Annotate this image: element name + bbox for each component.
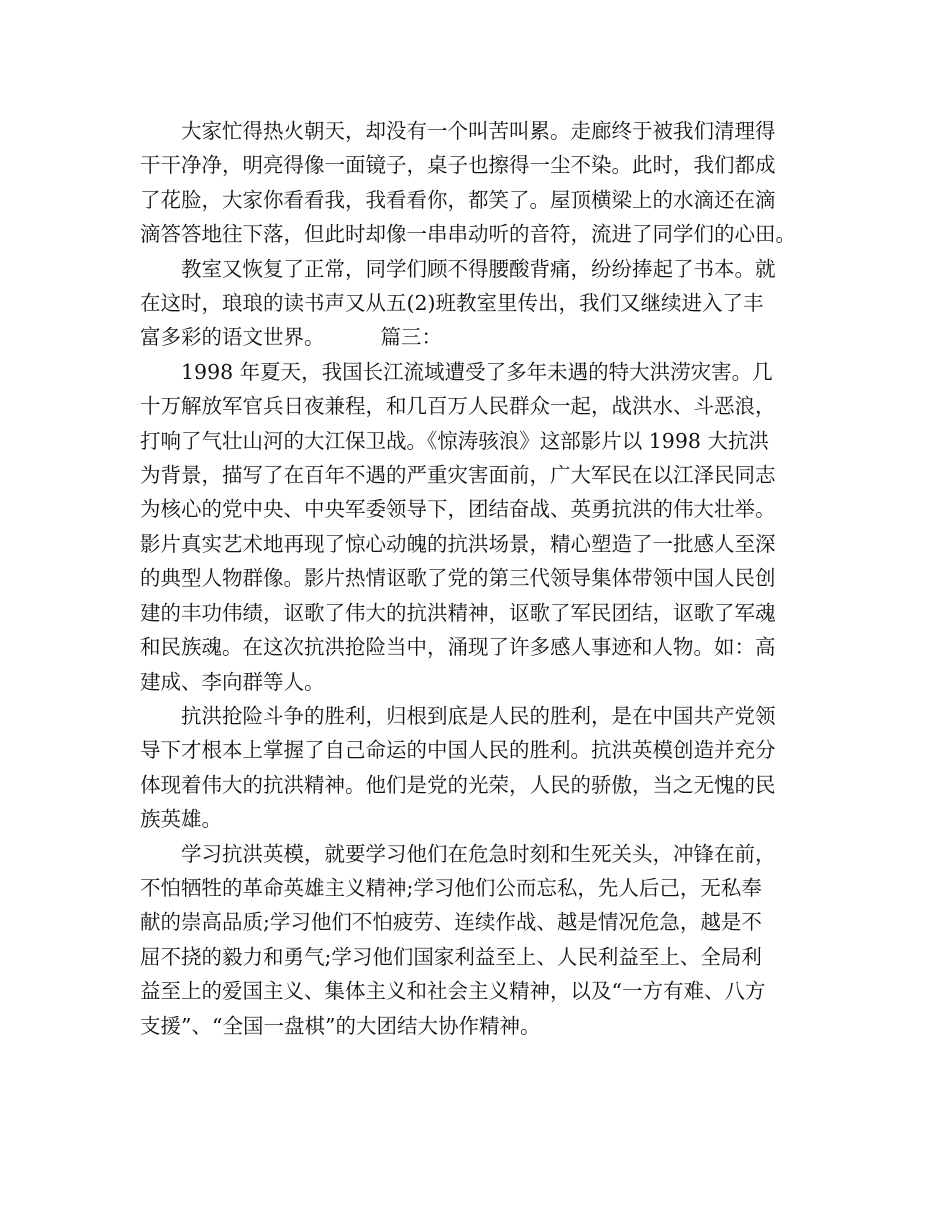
text-line: 献的崇高品质;学习他们不怕疲劳、连续作战、越是情况危急，越是不 [140,910,762,935]
text-line: 了花脸，大家你看看我，我看看你，都笑了。屋顶横梁上的水滴还在滴 [140,187,776,212]
document-page [140,114,815,1043]
text-line: 学习抗洪英模，就要学习他们在危急时刻和生死关头，冲锋在前， [181,841,776,866]
text-line-with-section-label [99,320,815,354]
text-line: 在这时，琅琅的读书声又从五(2)班教室里传出，我们又继续进入了丰 [140,291,764,316]
paragraph-4 [140,699,815,837]
text-line: 导下才根本上掌握了自己命运的中国人民的胜利。抗洪英模创造并充分 [140,738,776,763]
text-line: 和民族魂。在这次抗洪抢险当中，涌现了许多感人事迹和人物。如：高 [140,635,776,660]
text-line: 滴答答地往下落，但此时却像一串串动听的音符，流进了同学们的心田。 [140,222,796,247]
text-line: 屈不挠的毅力和勇气;学习他们国家利益至上、人民利益至上、全局利 [140,944,762,969]
text-line: 为背景，描写了在百年不遇的严重灾害面前，广大军民在以江泽民同志 [140,463,776,488]
text-line: 体现着伟大的抗洪精神。他们是党的光荣，人民的骄傲，当之无愧的民 [140,772,776,797]
text-line: 干干净净，明亮得像一面镜子，桌子也擦得一尘不染。此时，我们都成 [140,153,776,178]
text-line: 十万解放军官兵日夜兼程，和几百万人民群众一起，战洪水、斗恶浪， [140,394,776,419]
paragraph-1 [140,114,815,252]
text-line: 为核心的党中央、中央军委领导下，团结奋战、英勇抗洪的伟大壮举。 [140,497,776,522]
text-line: 不怕牺牲的革命英雄主义精神;学习他们公而忘私，先人后己，无私奉 [140,875,762,900]
text-line: 富多彩的语文世界。 [140,325,325,350]
section-label: 篇三： [380,325,442,350]
paragraph-5 [140,837,815,1043]
text-line: 抗洪抢险斗争的胜利，归根到底是人民的胜利，是在中国共产党领 [181,703,776,728]
text-line: 支援”、“全国一盘棋”的大团结大协作精神。 [140,1013,541,1038]
text-line: 的典型人物群像。影片热情讴歌了党的第三代领导集体带领中国人民创 [140,566,776,591]
text-line: 建的丰功伟绩，讴歌了伟大的抗洪精神，讴歌了军民团结，讴歌了军魂 [140,600,776,625]
text-line: 族英雄。 [140,807,222,832]
paragraph-3 [140,355,815,699]
text-line: 益至上的爱国主义、集体主义和社会主义精神，以及“一方有难、八方 [140,979,766,1004]
text-line: 影片真实艺术地再现了惊心动魄的抗洪场景，精心塑造了一批感人至深 [140,531,776,556]
text-line: 打响了气壮山河的大江保卫战。《惊涛骇浪》这部影片以 1998 大抗洪 [140,428,769,453]
text-line: 教室又恢复了正常，同学们顾不得腰酸背痛，纷纷捧起了书本。就 [181,256,776,281]
text-line: 1998 年夏天，我国长江流域遭受了多年未遇的特大洪涝灾害。几 [181,359,773,384]
paragraph-2 [140,252,815,355]
text-line: 建成、李向群等人。 [140,669,325,694]
text-line: 大家忙得热火朝天，却没有一个叫苦叫累。走廊终于被我们清理得 [181,119,776,143]
